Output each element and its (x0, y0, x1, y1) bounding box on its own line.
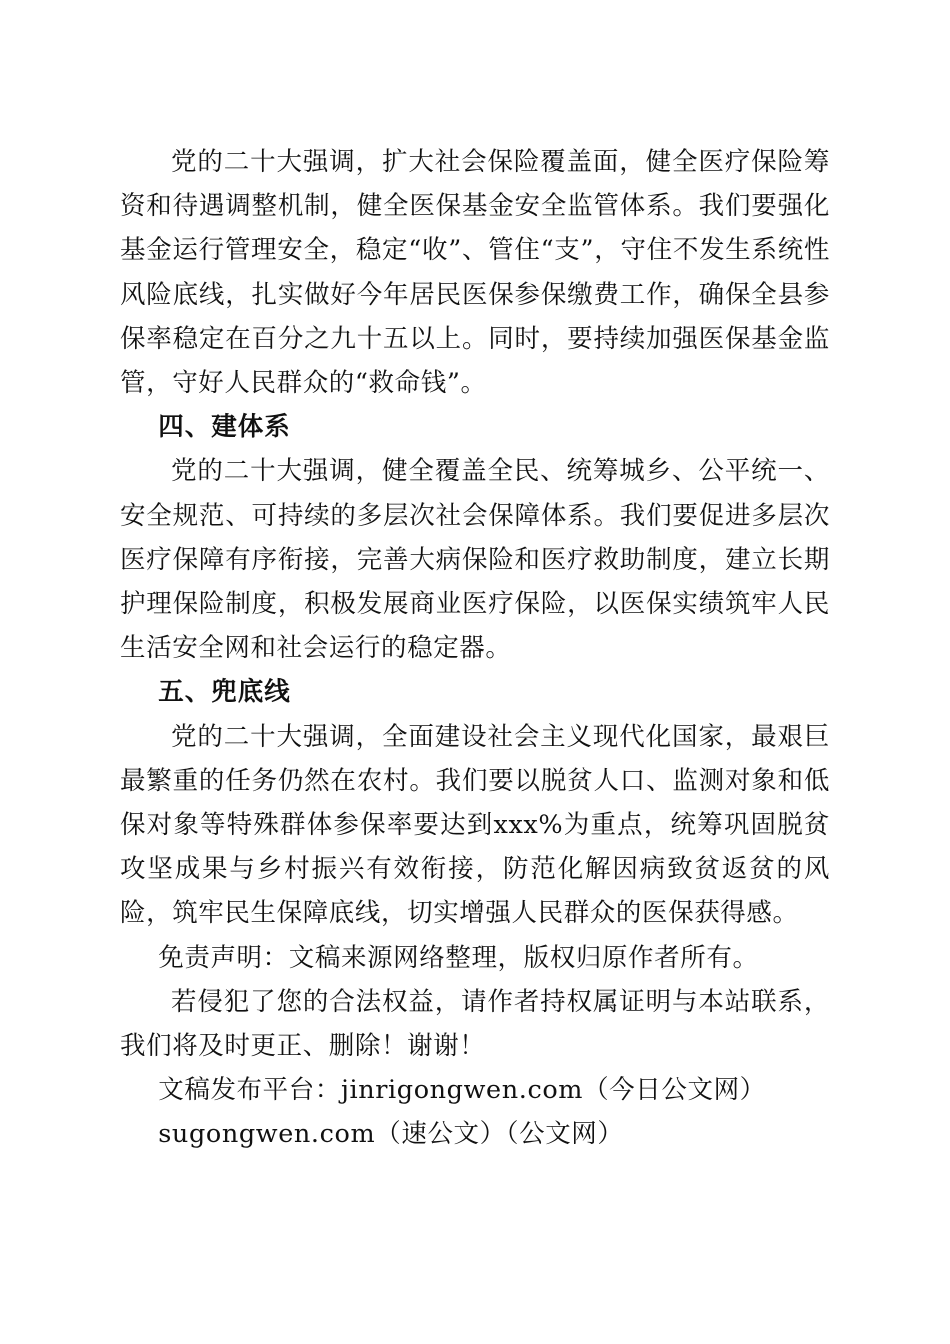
platform-line-1: 文稿发布平台：jinrigongwen.com（今日公文网） (158, 1075, 766, 1106)
section-5-body: 党的二十大强调，全面建设社会主义现代化国家，最艰巨最繁重的任务仍然在农村。我们要以脱贫人口、监测对象和低保对象等特殊群体参保率要达到xxx%为重点，统筹巩固脱贫攻坚成果与乡村振兴有效衔接，防范化解因病致贫返贫的风险，筑牢民生保障底线，切实增强人民群众的医保获得感。 (120, 721, 830, 929)
infringement-notice: 若侵犯了您的合法权益，请作者持权属证明与本站联系，我们将及时更正、删除！谢谢！ (120, 986, 830, 1062)
document-page (120, 140, 830, 1157)
section-4-heading: 四、建体系 (158, 412, 291, 443)
intro-paragraph: 党的二十大强调，扩大社会保险覆盖面，健全医疗保险筹资和待遇调整机制，健全医保基金安全监管体系。我们要强化基金运行管理安全，稳定“收”、管住“支”，守住不发生系统性风险底线，扎实做好今年居民医保参保缴费工作，确保全县参保率稳定在百分之九十五以上。同时，要持续加强医保基金监管，守好人民群众的“救命钱”。 (120, 147, 830, 399)
platform-line-2: sugongwen.com（速公文）（公文网） (158, 1119, 624, 1150)
section-5-heading: 五、兜底线 (158, 677, 291, 708)
section-4-body: 党的二十大强调，健全覆盖全民、统筹城乡、公平统一、安全规范、可持续的多层次社会保障体系。我们要促进多层次医疗保障有序衔接，完善大病保险和医疗救助制度，建立长期护理保险制度，积极发展商业医疗保险，以医保实绩筑牢人民生活安全网和社会运行的稳定器。 (120, 456, 830, 664)
disclaimer-text: 免责声明：文稿来源网络整理，版权归原作者所有。 (158, 942, 759, 973)
